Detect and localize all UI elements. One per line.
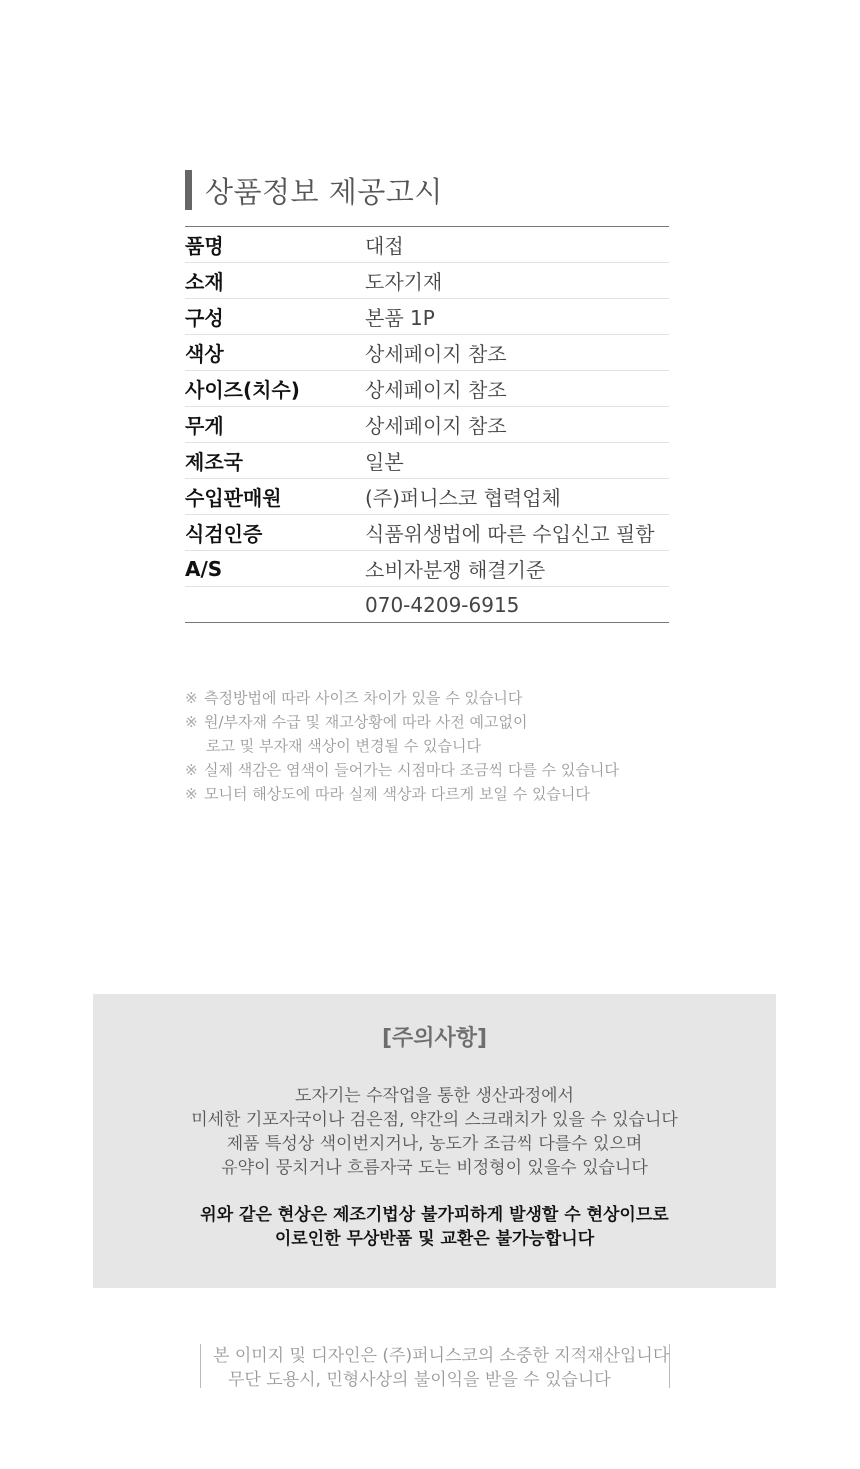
caution-box	[93, 994, 776, 1288]
reference-mark-icon: ※	[185, 785, 198, 803]
caution-line: 제품 특성상 색이번지거나, 농도가 조금씩 다를수 있으며	[226, 1134, 643, 1154]
notice-item	[185, 710, 705, 734]
caution-line: 도자기는 수작업을 통한 생산과정에서	[295, 1086, 574, 1106]
reference-mark-icon: ※	[185, 689, 198, 707]
reference-mark-icon: ※	[185, 761, 198, 779]
row-value: 대접	[365, 234, 404, 258]
row-label: 구성	[185, 306, 224, 330]
row-label: A/S	[185, 556, 223, 581]
table-row	[185, 263, 669, 299]
row-value: 070-4209-6915	[365, 592, 520, 617]
section-header	[185, 170, 443, 210]
notice-text: 실제 색감은 염색이 들어가는 시점마다 조금씩 다를 수 있습니다	[204, 761, 619, 779]
row-label: 소재	[185, 270, 224, 294]
caution-title: [주의사항]	[381, 1026, 488, 1051]
title-accent-bar	[185, 170, 192, 210]
table-row	[185, 551, 669, 587]
table-row	[185, 479, 669, 515]
caution-line: 미세한 기포자국이나 검은점, 약간의 스크래치가 있을 수 있습니다	[191, 1110, 678, 1130]
table-row	[185, 407, 669, 443]
row-value: 상세페이지 참조	[365, 414, 507, 438]
caution-body	[93, 1084, 776, 1180]
table-row	[185, 371, 669, 407]
notice-item	[185, 686, 705, 710]
table-row	[185, 299, 669, 335]
row-label: 수입판매원	[185, 486, 282, 510]
copyright-notice	[200, 1344, 670, 1388]
row-value: 상세페이지 참조	[365, 378, 507, 402]
caution-warning-line: 위와 같은 현상은 제조기법상 불가피하게 발생할 수 현상이므로	[200, 1205, 669, 1225]
row-label: 품명	[185, 234, 224, 258]
row-value: (주)퍼니스코 협력업체	[365, 486, 561, 510]
notice-item	[185, 758, 705, 782]
notice-item-continued	[185, 734, 705, 758]
notice-text: 원/부자재 수급 및 재고상황에 따라 사전 예고없이	[204, 713, 528, 731]
notice-item	[185, 782, 705, 806]
copyright-line: 본 이미지 및 디자인은 (주)퍼니스코의 소중한 지적재산입니다	[213, 1346, 670, 1366]
row-value: 도자기재	[365, 270, 443, 294]
page-title: 상품정보 제공고시	[205, 174, 443, 209]
notice-list	[185, 686, 705, 806]
row-value: 일본	[365, 450, 404, 474]
caution-line: 유약이 뭉치거나 흐름자국 도는 비정형이 있을수 있습니다	[221, 1158, 648, 1178]
row-label: 식검인증	[185, 522, 263, 546]
reference-mark-icon: ※	[185, 713, 198, 731]
row-label: 색상	[185, 342, 224, 366]
notice-text: 모니터 해상도에 따라 실제 색상과 다르게 보일 수 있습니다	[204, 785, 590, 803]
notice-text: 로고 및 부자재 색상이 변경될 수 있습니다	[206, 737, 481, 755]
caution-warning-line: 이로인한 무상반품 및 교환은 불가능합니다	[274, 1229, 595, 1249]
copyright-line: 무단 도용시, 민형사상의 불이익을 받을 수 있습니다	[228, 1370, 611, 1390]
table-row	[185, 443, 669, 479]
notice-text: 측정방법에 따라 사이즈 차이가 있을 수 있습니다	[204, 689, 523, 707]
table-row	[185, 587, 669, 622]
table-row	[185, 515, 669, 551]
row-label: 무게	[185, 414, 224, 438]
row-label: 제조국	[185, 450, 243, 474]
product-info-table	[185, 226, 669, 623]
row-label: 사이즈(치수)	[185, 378, 300, 402]
row-value: 상세페이지 참조	[365, 342, 507, 366]
caution-warning	[93, 1203, 776, 1251]
table-row	[185, 227, 669, 263]
table-row	[185, 335, 669, 371]
row-value: 소비자분쟁 해결기준	[365, 558, 546, 582]
row-value: 식품위생법에 따른 수입신고 필함	[365, 522, 655, 546]
row-value: 본품 1P	[365, 306, 435, 330]
